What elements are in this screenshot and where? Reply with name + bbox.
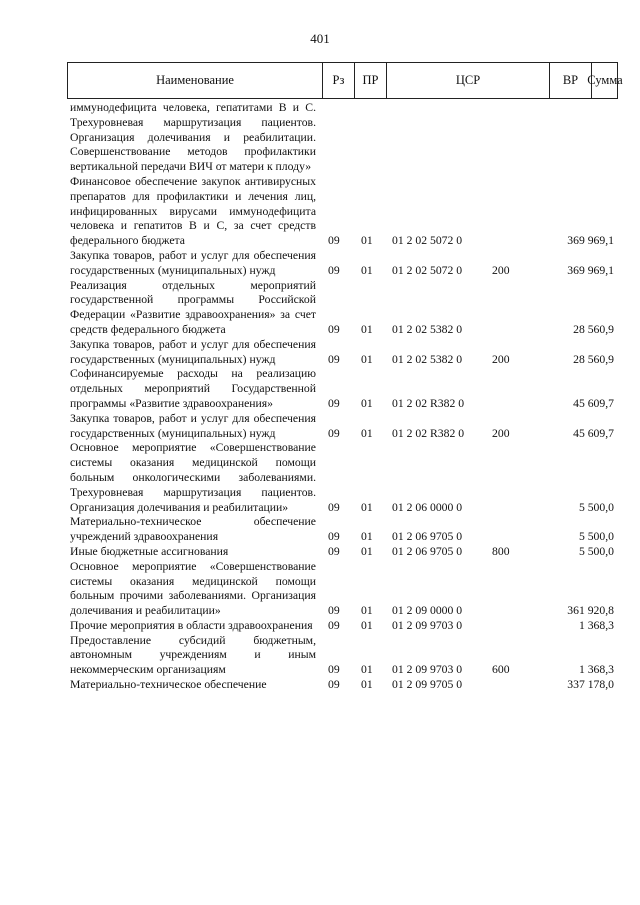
row-pr: 01 — [361, 352, 373, 366]
table-body — [0, 101, 640, 693]
row-rz: 09 — [328, 530, 340, 544]
row-rz: 09 — [328, 663, 340, 677]
row-rz: 09 — [328, 500, 340, 514]
row-csr: 01 2 09 9703 0 — [392, 618, 463, 632]
row-csr: 01 2 02 R382 0 — [392, 426, 465, 440]
header-csr: ЦСР — [386, 63, 549, 98]
row-sum: 369 969,1 — [567, 234, 614, 248]
header-rz: Рз — [322, 63, 354, 98]
table-row — [0, 175, 640, 249]
table-header — [67, 62, 623, 99]
row-name: Материально-техническое обеспечение учреждений здравоохранения — [70, 515, 316, 544]
row-csr: 01 2 02 5072 0 — [392, 263, 463, 277]
row-rz: 09 — [328, 604, 340, 618]
row-vr: 600 — [492, 663, 510, 677]
row-csr: 01 2 06 9705 0 — [392, 544, 463, 558]
row-vr: 800 — [492, 544, 510, 558]
row-csr: 01 2 09 9705 0 — [392, 678, 463, 692]
table-row — [0, 634, 640, 678]
row-rz: 09 — [328, 426, 340, 440]
row-pr: 01 — [361, 618, 373, 632]
table-row — [0, 249, 640, 279]
table-row — [0, 412, 640, 442]
row-sum: 5 500,0 — [578, 500, 614, 514]
row-csr: 01 2 02 5382 0 — [392, 352, 463, 366]
row-pr: 01 — [361, 234, 373, 248]
row-name: Закупка товаров, работ и услуг для обеспечения государственных (муниципальных) нужд — [70, 337, 316, 366]
row-sum: 28 560,9 — [573, 322, 614, 336]
row-rz: 09 — [328, 263, 340, 277]
table-row — [0, 515, 640, 545]
row-vr: 200 — [492, 426, 510, 440]
table-row — [0, 338, 640, 368]
row-pr: 01 — [361, 263, 373, 277]
row-sum: 45 609,7 — [573, 396, 614, 410]
row-csr: 01 2 09 0000 0 — [392, 604, 463, 618]
row-name: Предоставление субсидий бюджетным, автономным учреждениям и иным некоммерческим организациям — [70, 633, 316, 677]
header-name: Наименование — [156, 73, 234, 87]
row-sum: 337 178,0 — [567, 678, 614, 692]
row-pr: 01 — [361, 678, 373, 692]
row-name: Основное мероприятие «Совершенствование системы оказания медицинской помощи больным прочими заболеваниями. Организация долечивания и реабилитации» — [70, 559, 316, 618]
row-csr: 01 2 02 5072 0 — [392, 234, 463, 248]
table-row — [0, 560, 640, 619]
row-rz: 09 — [328, 322, 340, 336]
row-sum: 361 920,8 — [567, 604, 614, 618]
table-row — [0, 101, 640, 175]
table-row — [0, 545, 640, 560]
row-sum: 45 609,7 — [573, 426, 614, 440]
row-pr: 01 — [361, 604, 373, 618]
row-sum: 1 368,3 — [578, 618, 614, 632]
row-sum: 5 500,0 — [578, 530, 614, 544]
row-name: Реализация отдельных мероприятий государственной программы Российской Федерации «Развитие здравоохранения» за счет средств федерального бюджета — [70, 278, 316, 336]
row-pr: 01 — [361, 426, 373, 440]
row-csr: 01 2 02 5382 0 — [392, 322, 463, 336]
row-name: Финансовое обеспечение закупок антивирусных препаратов для профилактики и лечения лиц, инфицированных вирусами иммунодефицита человека и гепатитов В и С, за счет средств федерального бюджета — [70, 174, 316, 248]
row-rz: 09 — [328, 352, 340, 366]
row-rz: 09 — [328, 618, 340, 632]
table-row — [0, 619, 640, 634]
row-sum: 5 500,0 — [578, 544, 614, 558]
row-csr: 01 2 09 9703 0 — [392, 663, 463, 677]
row-name: Закупка товаров, работ и услуг для обеспечения государственных (муниципальных) нужд — [70, 411, 316, 440]
table-row — [0, 279, 640, 338]
row-pr: 01 — [361, 322, 373, 336]
row-name: Основное мероприятие «Совершенствование системы оказания медицинской помощи больным онкологическими заболеваниями. Трехуровневая маршрутизация пациентов. Организация долечивания и реабилитации» — [70, 441, 316, 514]
table-row — [0, 441, 640, 515]
row-rz: 09 — [328, 678, 340, 692]
header-sum: Сумма — [591, 63, 618, 98]
row-pr: 01 — [361, 530, 373, 544]
row-name: Материально-техническое обеспечение — [70, 678, 267, 692]
row-name: Софинансируемые расходы на реализацию отдельных мероприятий Государственной программы «Развитие здравоохранения» — [70, 367, 316, 410]
header-vr: ВР — [549, 63, 591, 98]
row-name: иммунодефицита человека, гепатитами В и С. Трехуровневая маршрутизация пациентов. Организация долечивания и реабилитации. Совершенствование методов профилактики вертикальной передачи ВИЧ от матери к плоду» — [70, 101, 316, 174]
row-sum: 1 368,3 — [578, 663, 614, 677]
row-sum: 369 969,1 — [567, 263, 614, 277]
row-name: Прочие мероприятия в области здравоохранения — [70, 618, 313, 632]
row-csr: 01 2 06 0000 0 — [392, 500, 463, 514]
row-csr: 01 2 06 9705 0 — [392, 530, 463, 544]
row-pr: 01 — [361, 500, 373, 514]
row-rz: 09 — [328, 544, 340, 558]
row-name: Закупка товаров, работ и услуг для обеспечения государственных (муниципальных) нужд — [70, 248, 316, 277]
row-pr: 01 — [361, 663, 373, 677]
row-rz: 09 — [328, 396, 340, 410]
table-row — [0, 367, 640, 411]
row-rz: 09 — [328, 234, 340, 248]
header-pr: ПР — [354, 63, 386, 98]
table-row — [0, 678, 640, 693]
row-vr: 200 — [492, 263, 510, 277]
row-sum: 28 560,9 — [573, 352, 614, 366]
page-number: 401 — [310, 31, 330, 46]
row-csr: 01 2 02 R382 0 — [392, 396, 465, 410]
row-name: Иные бюджетные ассигнования — [70, 544, 229, 558]
row-vr: 200 — [492, 352, 510, 366]
row-pr: 01 — [361, 396, 373, 410]
row-pr: 01 — [361, 544, 373, 558]
